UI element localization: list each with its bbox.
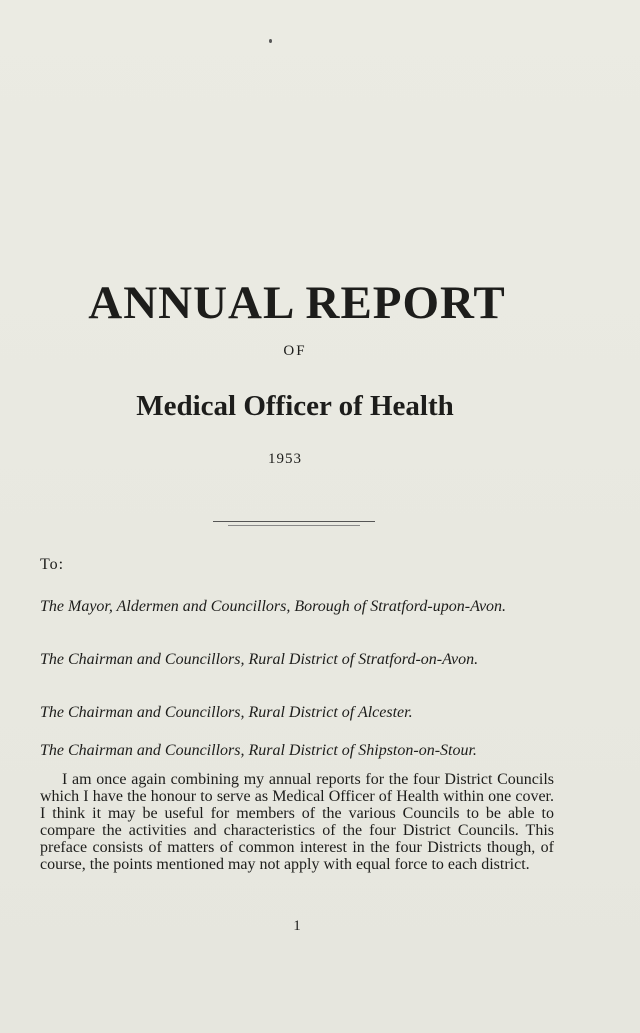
addressee-stratford-borough: The Mayor, Aldermen and Councillors, Borough of Stratford-upon-Avon. bbox=[40, 598, 507, 615]
addressee-shipston: The Chairman and Councillors, Rural District of Shipston-on-Stour. bbox=[40, 742, 477, 759]
page-number: 1 bbox=[293, 918, 301, 934]
report-title: ANNUAL REPORT bbox=[88, 277, 506, 329]
addressee-alcester: The Chairman and Councillors, Rural District of Alcester. bbox=[40, 704, 413, 721]
report-subtitle: Medical Officer of Health bbox=[136, 390, 454, 422]
addressee-stratford-rural: The Chairman and Councillors, Rural District of Stratford-on-Avon. bbox=[40, 651, 479, 668]
report-year: 1953 bbox=[268, 451, 302, 467]
divider-rule-inner bbox=[228, 525, 360, 526]
ink-speck bbox=[269, 39, 272, 43]
salutation: To: bbox=[40, 556, 65, 573]
preface-paragraph: I am once again combining my annual reports for the four District Councils which I have the honour to serve as Medical Officer of Health within one cover. I think it may be useful for members of the various Councils to be able to compare the activities and characteristics of the four District Councils. This preface consists of matters of common interest in the four Districts though, of course, the points mentioned may not apply with equal force to each district. bbox=[40, 771, 554, 873]
divider-rule bbox=[213, 521, 375, 522]
of-label: OF bbox=[283, 343, 307, 359]
